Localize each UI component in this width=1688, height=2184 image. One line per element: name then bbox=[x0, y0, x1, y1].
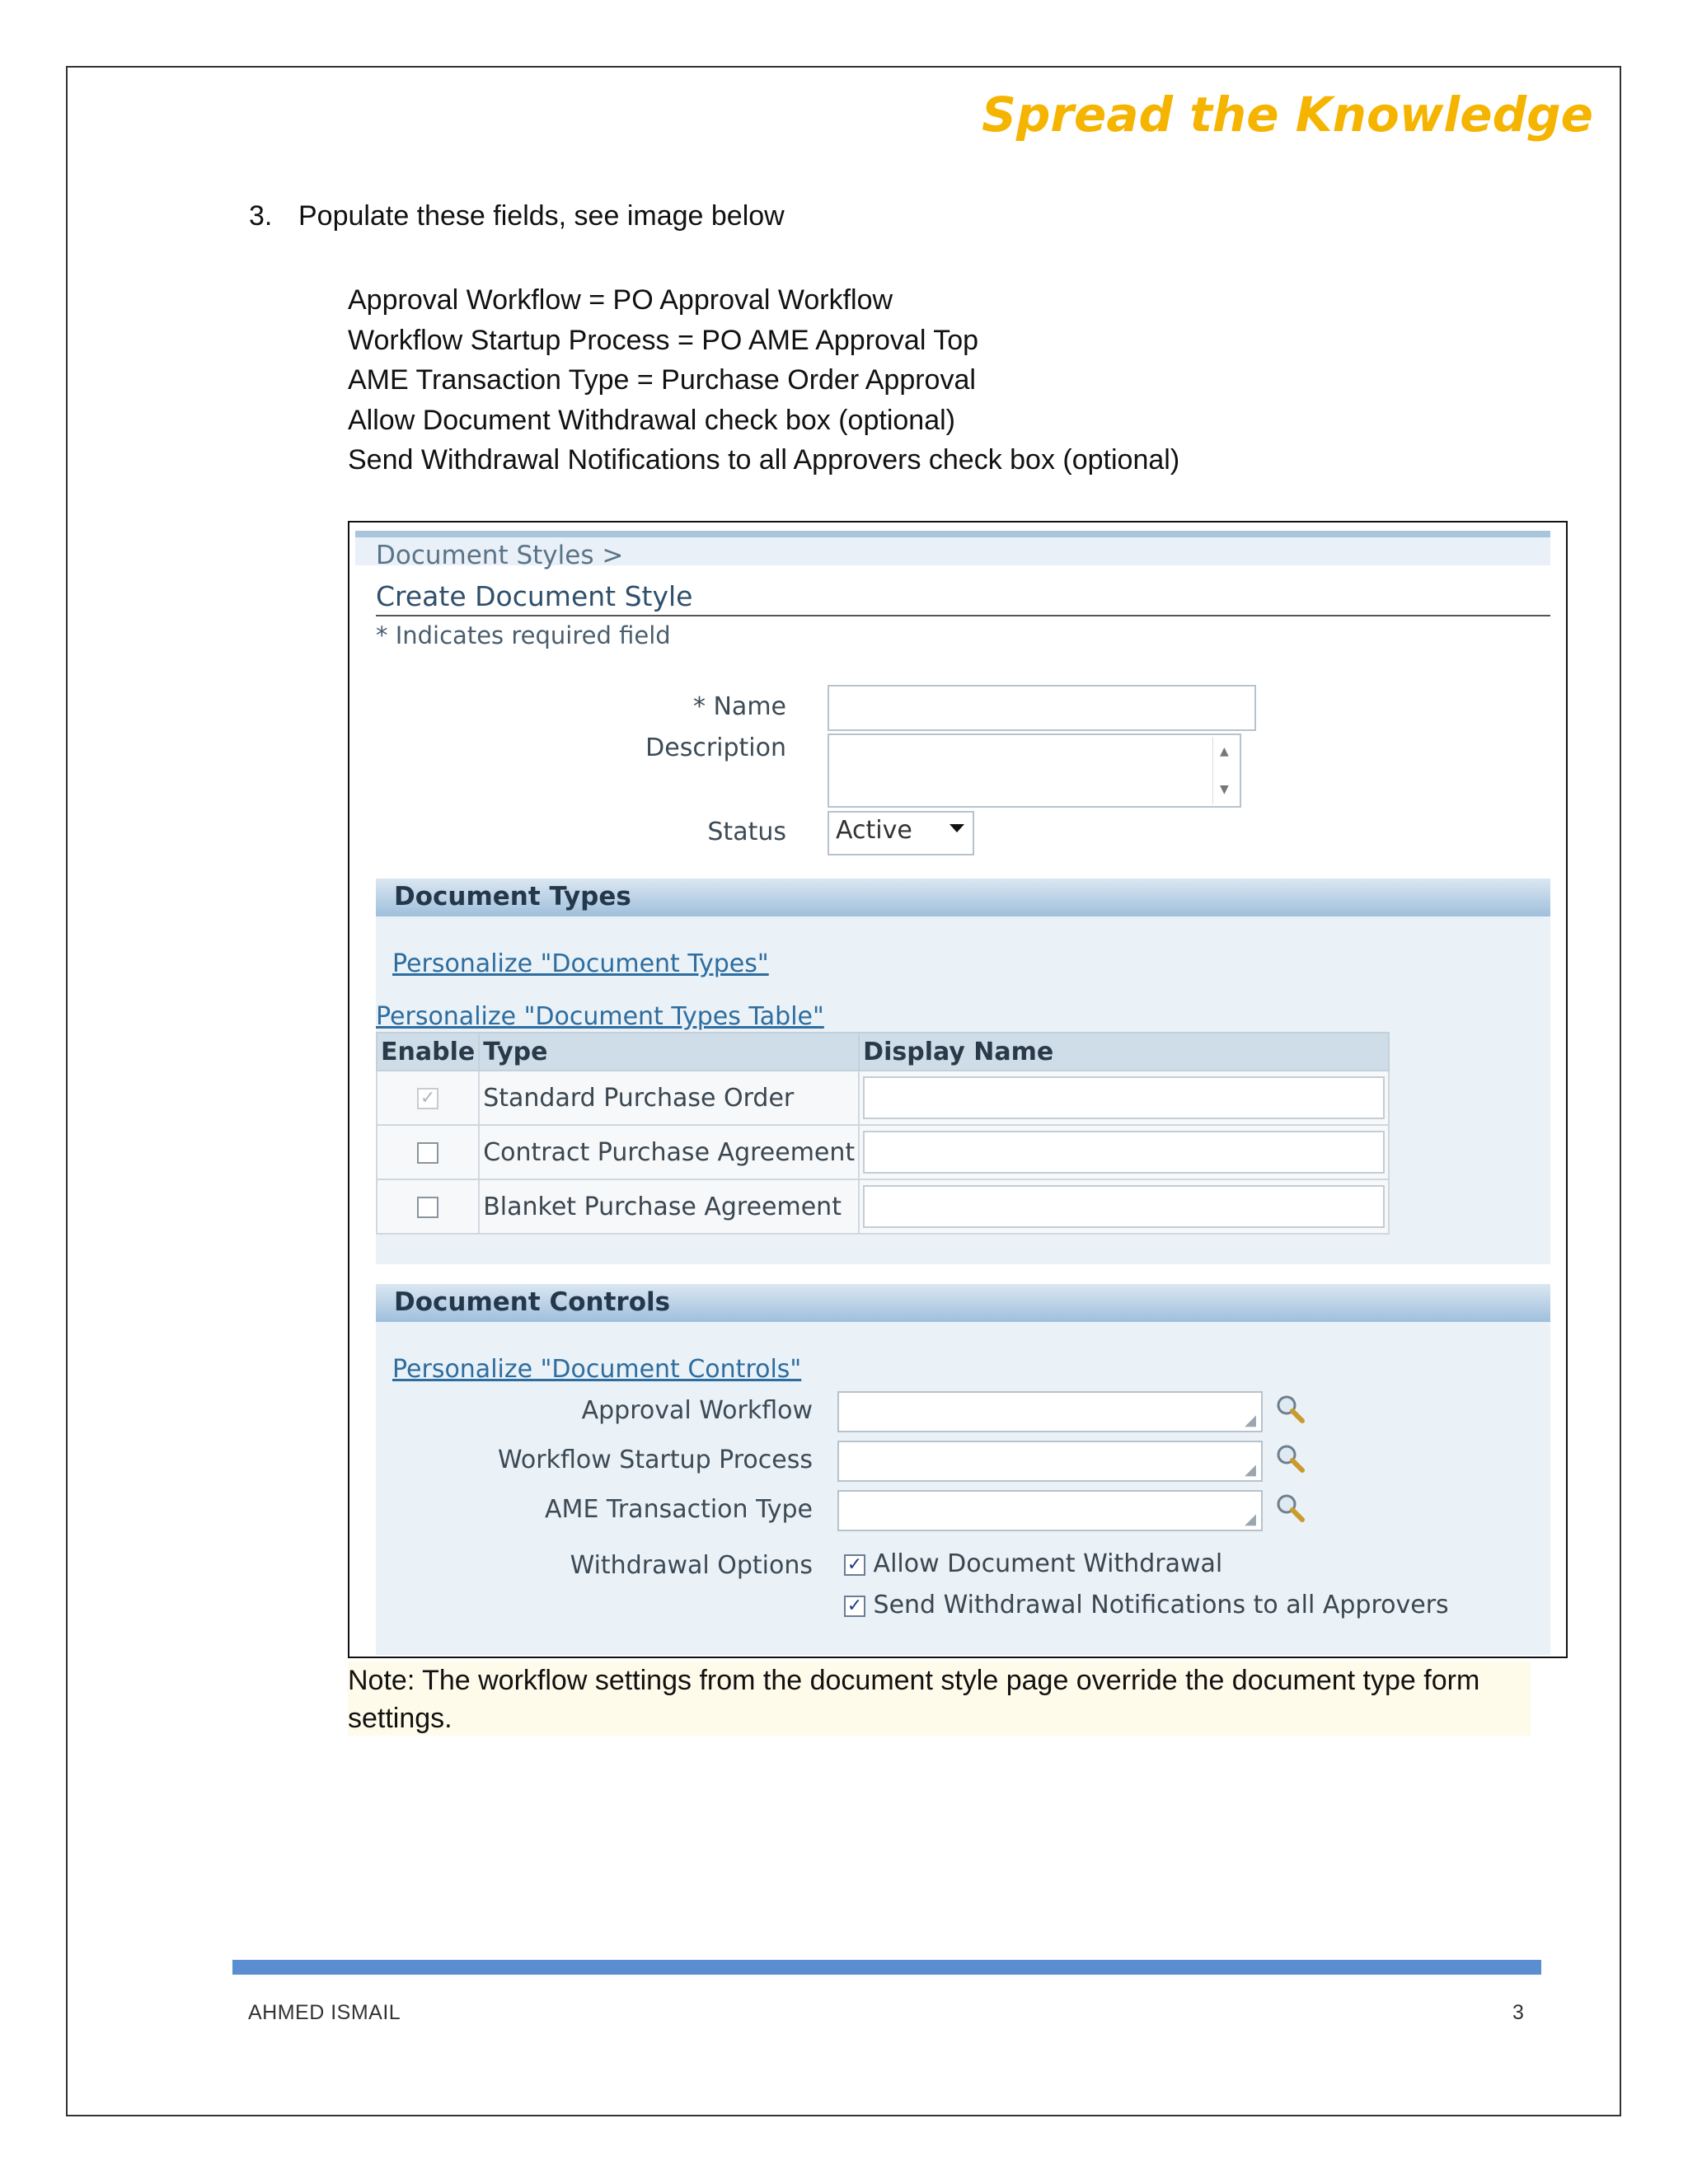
ame-transaction-type-input[interactable] bbox=[837, 1490, 1263, 1531]
personalize-document-types-table-link[interactable]: Personalize "Document Types Table" bbox=[376, 1002, 824, 1031]
description-scrollbar[interactable] bbox=[1212, 737, 1238, 804]
scroll-down-icon[interactable]: ▼ bbox=[1220, 783, 1229, 796]
section-heading: Document Types bbox=[394, 882, 631, 912]
document-controls-section bbox=[376, 1284, 1550, 1655]
chevron-down-icon bbox=[950, 824, 964, 832]
enable-cell bbox=[377, 1179, 479, 1234]
field-value-list bbox=[348, 280, 1179, 480]
enable-checkbox[interactable] bbox=[417, 1197, 438, 1218]
display-name-cell bbox=[859, 1179, 1389, 1234]
note-text: Note: The workflow settings from the document style page override the document type form settings. bbox=[348, 1661, 1531, 1736]
personalize-document-types-link[interactable]: Personalize "Document Types" bbox=[392, 949, 769, 978]
name-input[interactable] bbox=[828, 685, 1256, 731]
type-cell: Blanket Purchase Agreement bbox=[479, 1179, 859, 1234]
title-divider bbox=[376, 615, 1550, 616]
field-line: Workflow Startup Process = PO AME Approval Top bbox=[348, 324, 979, 356]
approval-workflow-label: Approval Workflow bbox=[581, 1396, 813, 1425]
send-notifications-checkbox[interactable]: ✓ bbox=[844, 1596, 865, 1617]
description-textarea[interactable] bbox=[828, 733, 1241, 808]
resize-grip-icon: ◢ bbox=[1245, 1511, 1256, 1528]
withdrawal-options-label: Withdrawal Options bbox=[570, 1551, 813, 1580]
enable-cell bbox=[377, 1125, 479, 1179]
column-header-display-name: Display Name bbox=[859, 1033, 1389, 1071]
column-header-type: Type bbox=[479, 1033, 859, 1071]
section-header bbox=[376, 1284, 1550, 1322]
search-icon[interactable] bbox=[1274, 1442, 1307, 1475]
page-title: Create Document Style bbox=[376, 580, 693, 612]
allow-withdrawal-checkbox[interactable]: ✓ bbox=[844, 1554, 865, 1576]
top-bar bbox=[355, 531, 1550, 537]
column-header-enable: Enable bbox=[377, 1033, 479, 1071]
field-line: Approval Workflow = PO Approval Workflow bbox=[348, 284, 893, 316]
status-select[interactable] bbox=[828, 811, 974, 855]
personalize-document-controls-link[interactable]: Personalize "Document Controls" bbox=[392, 1355, 802, 1384]
workflow-startup-process-label: Workflow Startup Process bbox=[498, 1446, 813, 1474]
embedded-screenshot bbox=[348, 521, 1568, 1658]
section-heading: Document Controls bbox=[394, 1287, 671, 1317]
description-label: Description bbox=[645, 733, 786, 762]
table-header-row bbox=[377, 1033, 1389, 1071]
allow-withdrawal-label: Allow Document Withdrawal bbox=[873, 1549, 1223, 1578]
workflow-startup-process-input[interactable] bbox=[837, 1441, 1263, 1482]
section-header bbox=[376, 879, 1550, 916]
document-types-table bbox=[376, 1032, 1390, 1235]
display-name-input[interactable] bbox=[863, 1131, 1385, 1174]
display-name-cell bbox=[859, 1071, 1389, 1125]
resize-grip-icon: ◢ bbox=[1245, 1412, 1256, 1429]
field-line: Allow Document Withdrawal check box (optional) bbox=[348, 404, 955, 436]
name-label: * Name bbox=[692, 692, 786, 721]
type-cell: Standard Purchase Order bbox=[479, 1071, 859, 1125]
status-value: Active bbox=[836, 816, 912, 845]
search-icon[interactable] bbox=[1274, 1492, 1307, 1525]
display-name-cell bbox=[859, 1125, 1389, 1179]
send-notifications-label: Send Withdrawal Notifications to all Approvers bbox=[873, 1591, 1449, 1619]
allow-withdrawal-option[interactable] bbox=[844, 1549, 1222, 1578]
table-row bbox=[377, 1071, 1389, 1125]
breadcrumb[interactable]: Document Styles > bbox=[376, 541, 624, 570]
footer-bar bbox=[232, 1960, 1541, 1975]
table-row bbox=[377, 1179, 1389, 1234]
resize-grip-icon: ◢ bbox=[1245, 1461, 1256, 1479]
ame-transaction-type-label: AME Transaction Type bbox=[545, 1495, 813, 1524]
field-line: AME Transaction Type = Purchase Order Approval bbox=[348, 364, 976, 396]
table-row bbox=[377, 1125, 1389, 1179]
footer-author: AHMED ISMAIL bbox=[248, 2001, 401, 2024]
enable-checkbox[interactable] bbox=[417, 1142, 438, 1164]
field-line: Send Withdrawal Notifications to all Approvers check box (optional) bbox=[348, 444, 1180, 476]
document-types-section bbox=[376, 879, 1550, 1264]
scroll-up-icon[interactable]: ▲ bbox=[1220, 745, 1229, 758]
search-icon[interactable] bbox=[1274, 1393, 1307, 1426]
enable-checkbox: ✓ bbox=[417, 1088, 438, 1109]
enable-cell bbox=[377, 1071, 479, 1125]
display-name-input[interactable] bbox=[863, 1185, 1385, 1228]
type-cell: Contract Purchase Agreement bbox=[479, 1125, 859, 1179]
step-instruction bbox=[249, 199, 785, 232]
status-label: Status bbox=[707, 818, 786, 846]
page-tagline: Spread the Knowledge bbox=[982, 87, 1593, 143]
required-field-note: * Indicates required field bbox=[376, 621, 671, 649]
step-number: 3. bbox=[249, 200, 273, 232]
page-number: 3 bbox=[1512, 2001, 1524, 2024]
display-name-input[interactable] bbox=[863, 1076, 1385, 1119]
send-notifications-option[interactable] bbox=[844, 1591, 1449, 1619]
approval-workflow-input[interactable] bbox=[837, 1391, 1263, 1432]
step-text: Populate these fields, see image below bbox=[298, 200, 785, 232]
